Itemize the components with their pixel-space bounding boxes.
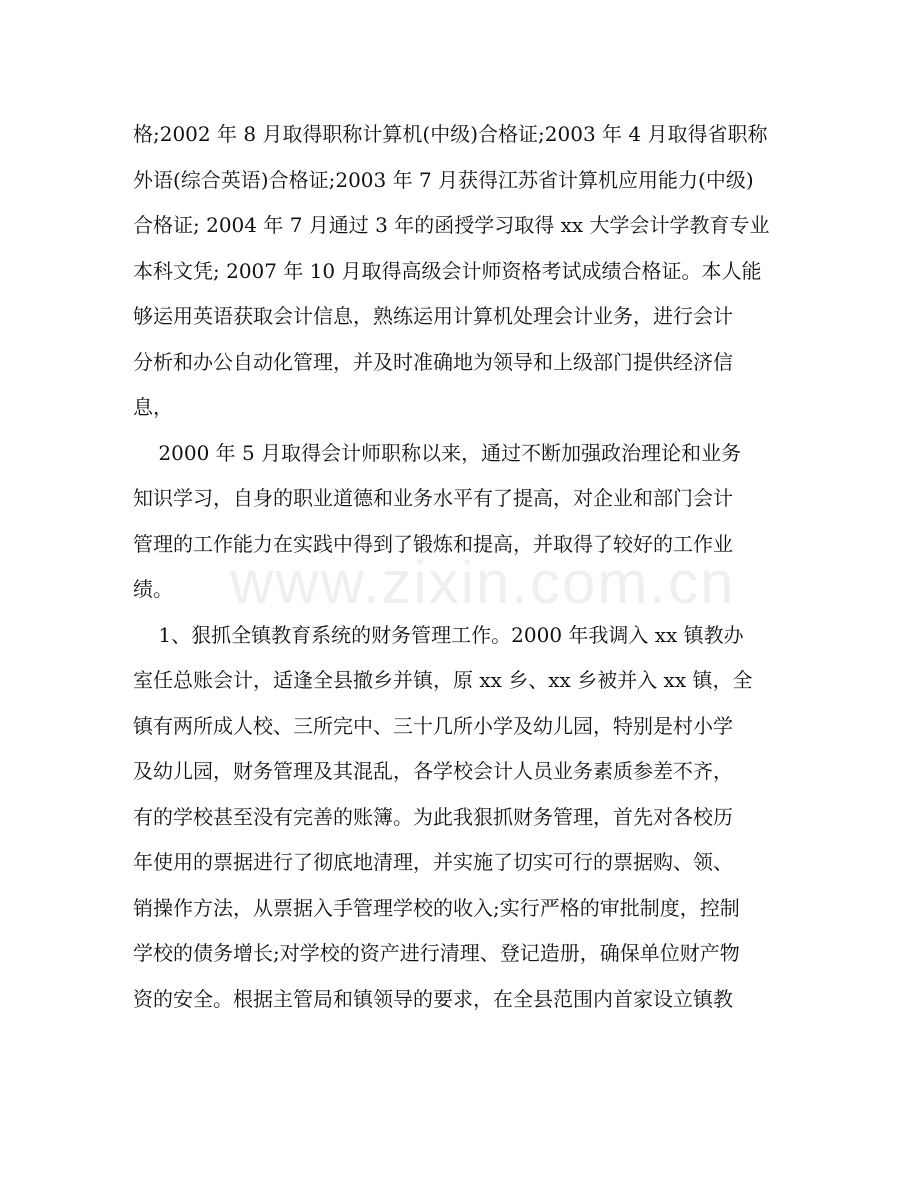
text-line: 息， (133, 395, 173, 419)
text-line: 管理的工作能力在实践中得到了锻炼和提高，并取得了较好的工作业 (133, 531, 733, 556)
text-line: 够运用英语获取会计信息，熟练运用计算机处理会计业务，进行会计 (133, 304, 733, 328)
text-line: 格;2002 年 8 月取得职称计算机(中级)合格证;2003 年 4 月取得省职称 (133, 122, 768, 146)
text-line: 外语(综合英语)合格证;2003 年 7 月获得江苏省计算机应用能力(中级) (133, 167, 754, 192)
text-line: 资的安全。根据主管局和镇领导的要求，在全县范围内首家设立镇教 (133, 986, 733, 1011)
text-line: 分析和办公自动化管理，并及时准确地为领导和上级部门提供经济信 (133, 349, 733, 374)
text-line: 及幼儿园，财务管理及其混乱，各学校会计人员业务素质参差不齐， (133, 759, 733, 783)
text-line: 销操作方法，从票据入手管理学校的收入;实行严格的审批制度，控制 (133, 895, 740, 920)
text-line: 知识学习，自身的职业道德和业务水平有了提高，对企业和部门会计 (133, 486, 733, 510)
paragraph-start-line: 1、狠抓全镇教育系统的财务管理工作。2000 年我调入 xx 镇教办 (133, 622, 744, 647)
body-text (133, 112, 785, 1022)
text-line: 年使用的票据进行了彻底地清理，并实施了切实可行的票据购、领、 (133, 850, 733, 874)
text-line: 绩。 (133, 577, 173, 601)
text-line: 室任总账会计，适逢全县撤乡并镇，原 xx 乡、xx 乡被并入 xx 镇，全 (133, 668, 753, 692)
text-line: 有的学校甚至没有完善的账簿。为此我狠抓财务管理，首先对各校历 (133, 804, 733, 829)
watermark-text: www.zixin.com.cn (230, 549, 736, 616)
text-line: 合格证; 2004 年 7 月通过 3 年的函授学习取得 xx 大学会计学教育专业 (133, 213, 770, 237)
text-line: 本科文凭; 2007 年 10 月取得高级会计师资格考试成绩合格证。本人能 (133, 258, 762, 283)
text-line: 学校的债务增长;对学校的资产进行清理、登记造册，确保单位财产物 (133, 941, 740, 965)
text-line: 镇有两所成人校、三所完中、三十几所小学及幼儿园，特别是村小学 (133, 713, 733, 738)
paragraph-start-line: 2000 年 5 月取得会计师职称以来，通过不断加强政治理论和业务 (133, 440, 742, 465)
